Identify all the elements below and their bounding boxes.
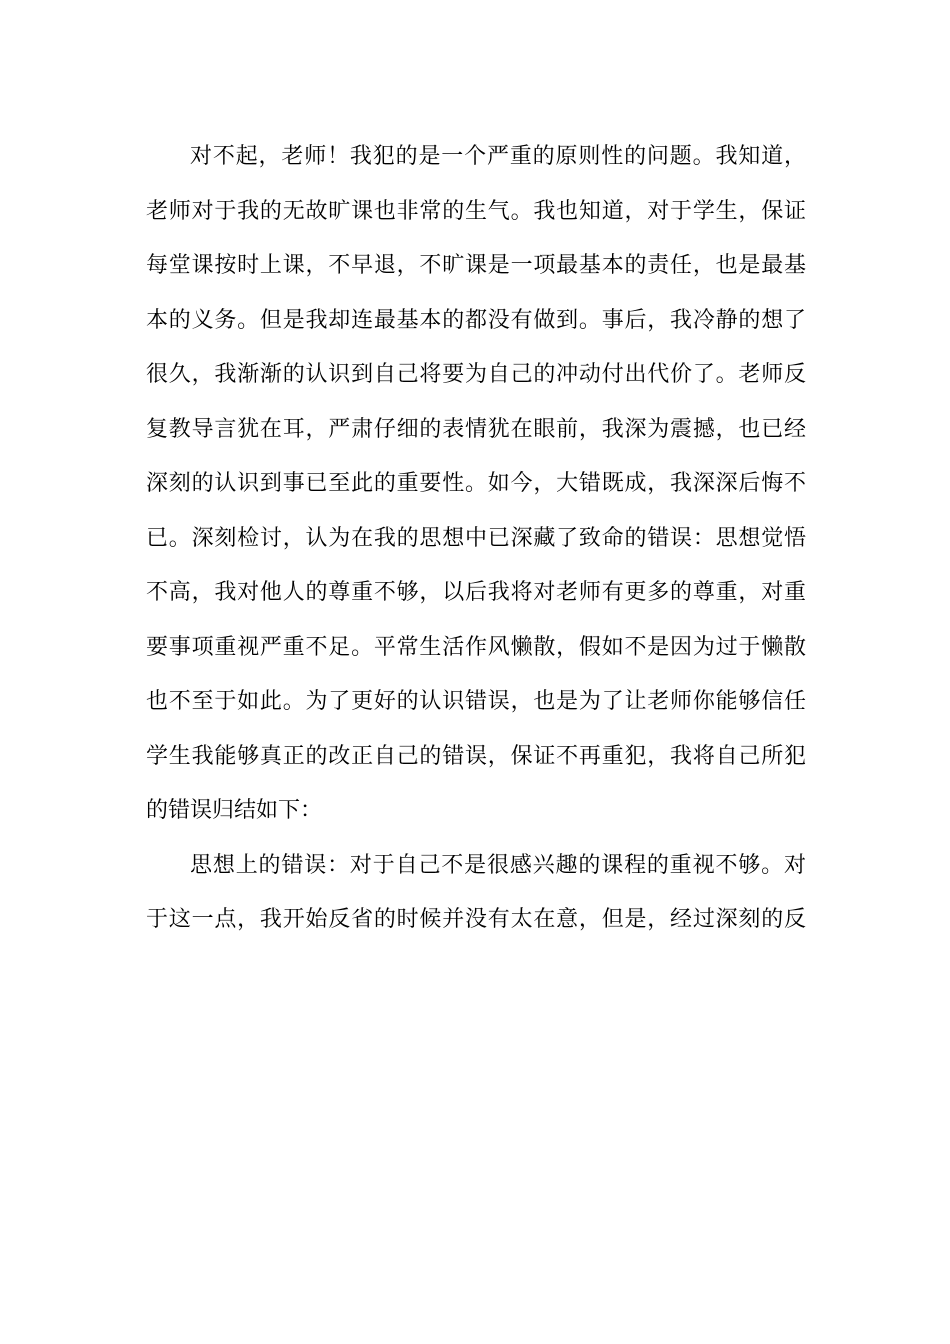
text-line: 要事项重视严重不足。平常生活作风懒散，假如不是因为过于懒散 [146,634,806,660]
text-line: 的错误归结如下： [146,798,323,823]
text-line: 已。深刻检讨，认为在我的思想中已深藏了致命的错误：思想觉悟 [146,525,806,551]
text-line: 很久，我渐渐的认识到自己将要为自己的冲动付出代价了。老师反 [146,362,806,387]
text-line: 复教导言犹在耳，严肃仔细的表情犹在眼前，我深为震撼，也已经 [146,416,806,442]
text-line: 每堂课按时上课，不早退，不旷课是一项最基本的责任，也是最基 [146,253,806,278]
text-line: 深刻的认识到事已至此的重要性。如今，大错既成，我深深后悔不 [146,471,806,496]
paragraph-2 [146,839,806,948]
text-line: 本的义务。但是我却连最基本的都没有做到。事后，我冷静的想了 [146,307,806,333]
document-body [146,130,806,948]
paragraph-1 [146,130,806,839]
text-line: 学生我能够真正的改正自己的错误，保证不再重犯，我将自己所犯 [146,743,806,769]
text-line: 思想上的错误：对于自己不是很感兴趣的课程的重视不够。对 [190,852,806,878]
text-line: 对不起，老师！我犯的是一个严重的原则性的问题。我知道， [190,144,806,169]
text-line: 也不至于如此。为了更好的认识错误，也是为了让老师你能够信任 [146,689,806,714]
text-line: 于这一点，我开始反省的时候并没有太在意，但是，经过深刻的反 [146,907,806,932]
text-line: 老师对于我的无故旷课也非常的生气。我也知道，对于学生，保证 [146,198,806,224]
text-line: 不高，我对他人的尊重不够，以后我将对老师有更多的尊重，对重 [146,580,806,605]
